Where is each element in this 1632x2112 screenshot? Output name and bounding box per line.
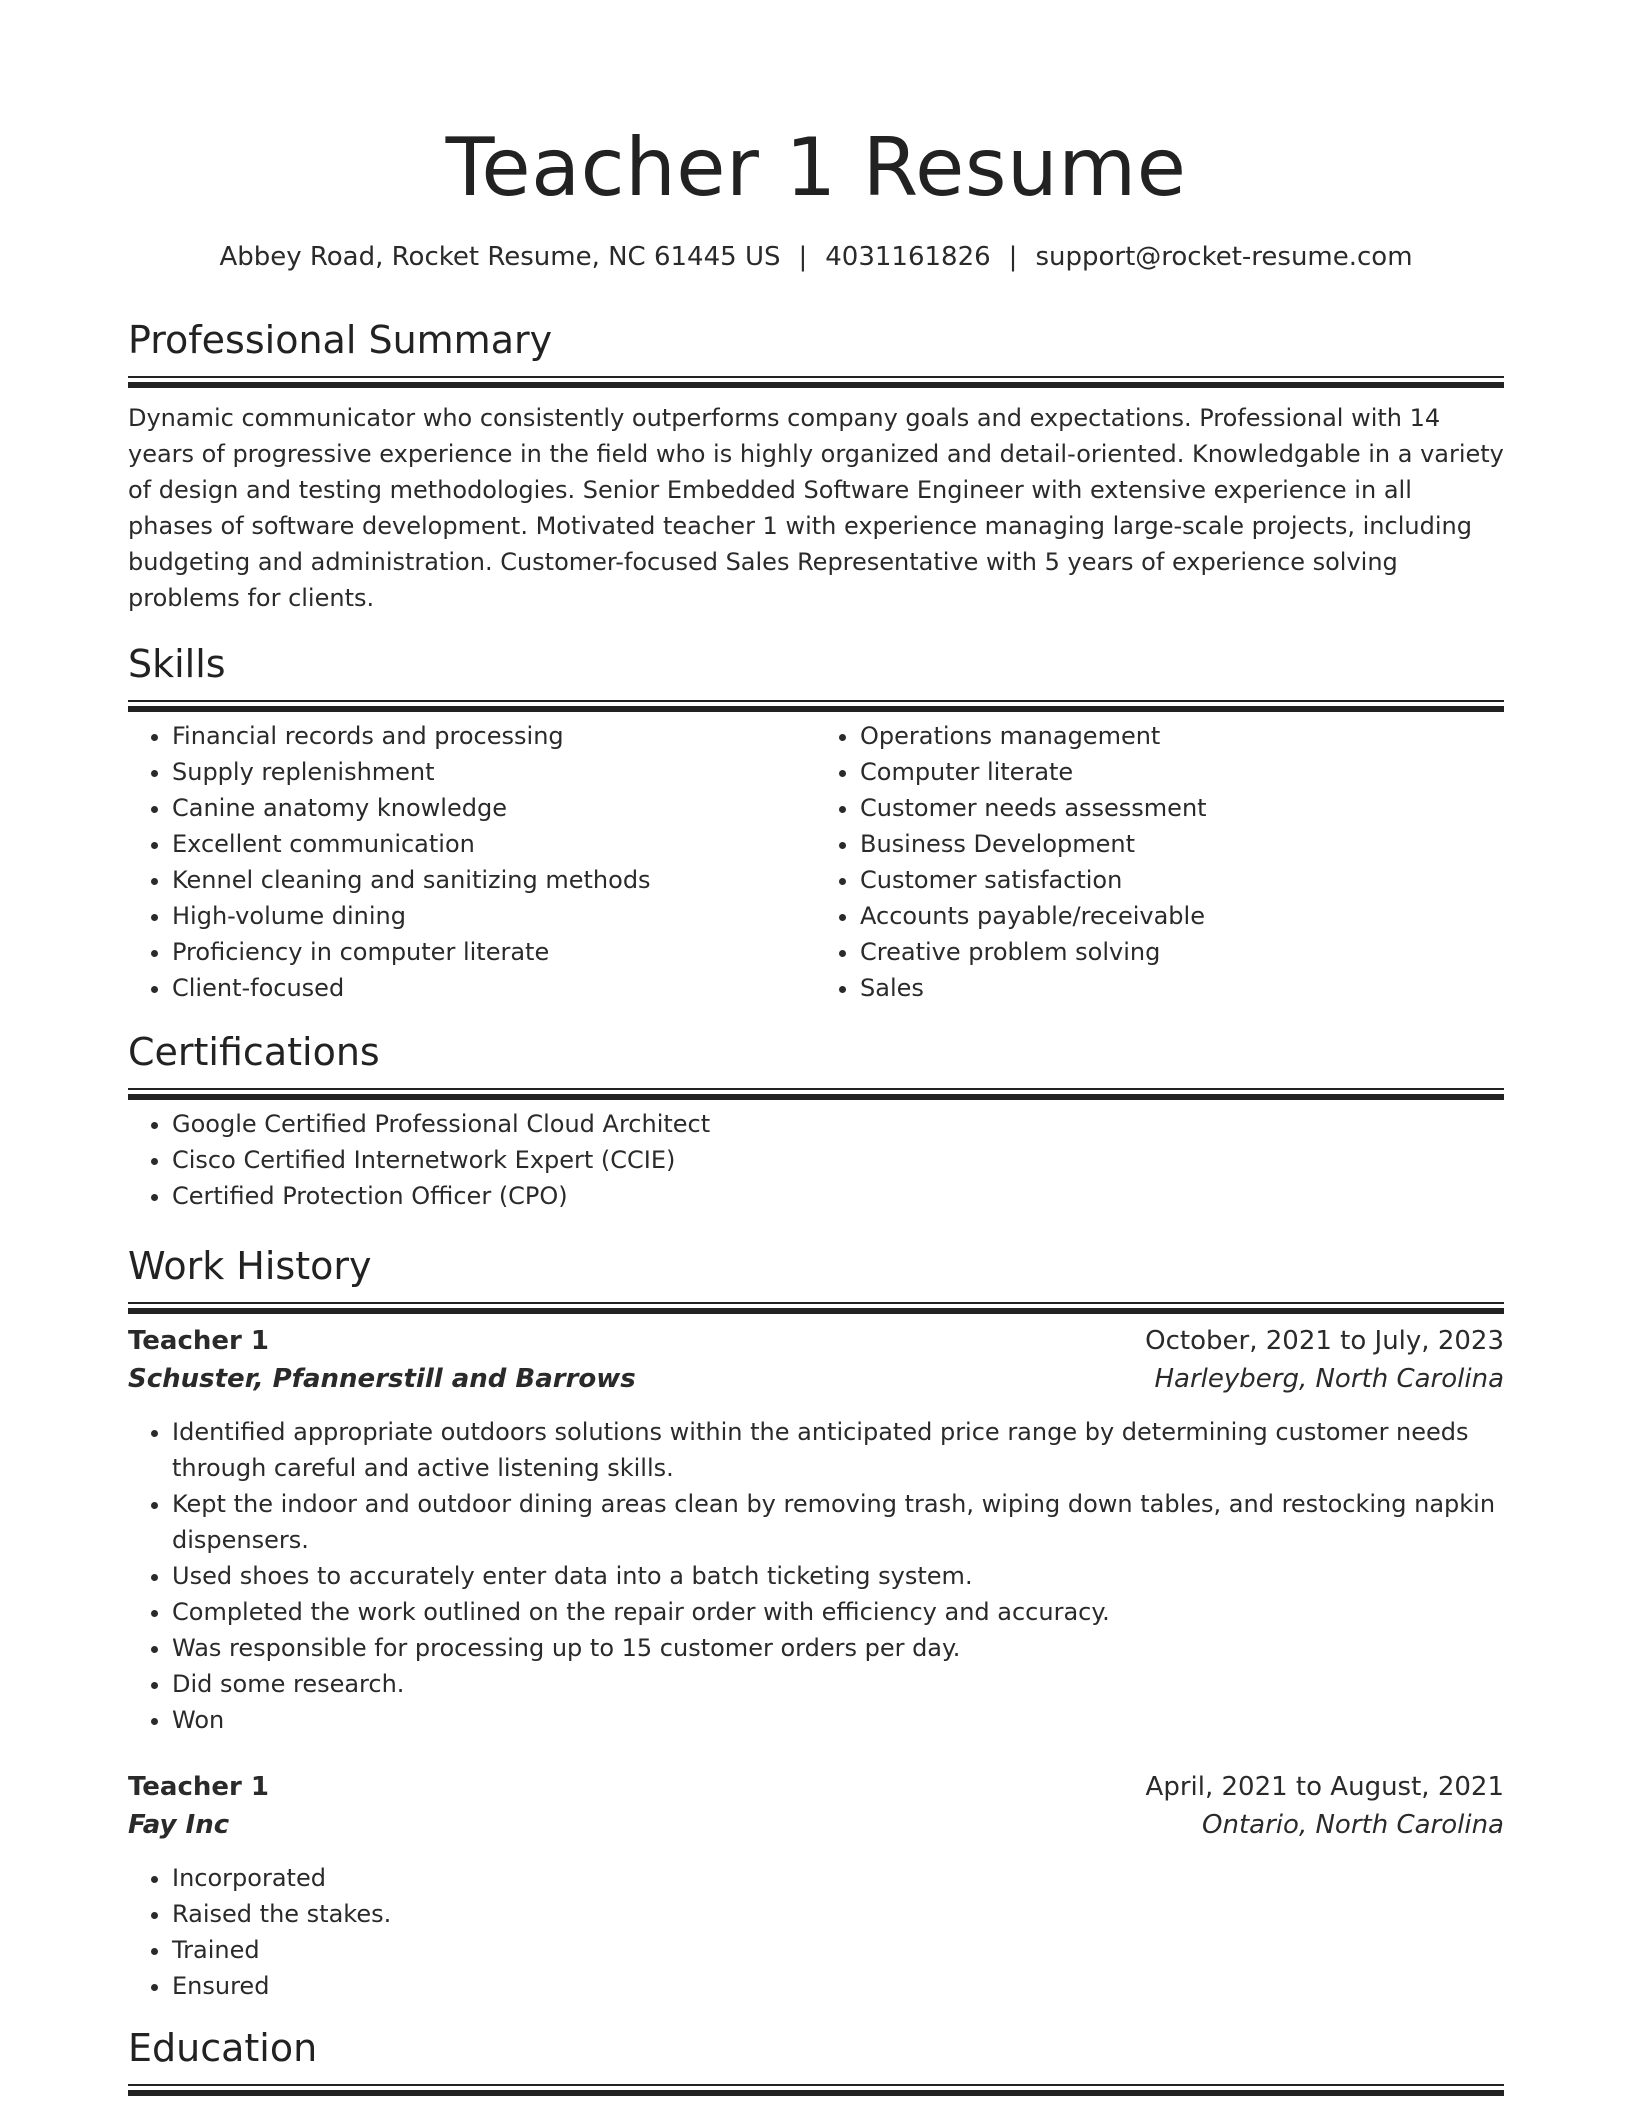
skill-item: • Accounts payable/receivable	[860, 898, 1504, 934]
job-entry	[128, 1322, 1504, 1738]
job-duties-list	[128, 1414, 1504, 1738]
job-duty: • Ensured	[172, 1968, 1504, 2004]
certifications-list	[128, 1106, 1504, 1214]
summary-text: Dynamic communicator who consistently outperforms company goals and expectations. Professional with 14 years of progressive experience in the field who is highly organized and detail-oriented. Knowledgable in a variety of design and testing methodologies. Senior Embedded Software Engineer with extensive experience in all phases of software development. Motivated teacher 1 with experience managing large-scale projects, including budgeting and administration. Customer-focused Sales Representative with 5 years of experience solving problems for clients.	[128, 404, 1504, 612]
job-dates: October, 2021 to July, 2023	[1145, 1326, 1504, 1356]
skills-list-left	[128, 718, 816, 1006]
job-duty: • Identified appropriate outdoors solutions within the anticipated price range by determining customer needs through careful and active listening skills.	[172, 1414, 1504, 1486]
skill-item: • Supply replenishment	[172, 754, 816, 790]
skill-item: • Business Development	[860, 826, 1504, 862]
skills-section	[128, 642, 1504, 1006]
skill-item: • Client-focused	[172, 970, 816, 1006]
certification-item: • Cisco Certified Internetwork Expert (CCIE)	[172, 1142, 1504, 1178]
skill-item: • Customer needs assessment	[860, 790, 1504, 826]
skill-item: • Financial records and processing	[172, 718, 816, 754]
skill-item: • Excellent communication	[172, 826, 816, 862]
job-duties-list	[128, 1860, 1504, 2004]
job-location: Ontario, North Carolina	[1202, 1810, 1504, 1840]
skill-item: • Sales	[860, 970, 1504, 1006]
job-duty: • Trained	[172, 1932, 1504, 1968]
skills-list-right	[816, 718, 1504, 1006]
job-location: Harleyberg, North Carolina	[1154, 1364, 1504, 1394]
summary-section	[128, 318, 1504, 616]
skills-grid	[128, 718, 1504, 1006]
contact-address: Abbey Road, Rocket Resume, NC 61445 US	[219, 242, 781, 272]
contact-line	[128, 240, 1504, 274]
job-duty: • Raised the stakes.	[172, 1896, 1504, 1932]
education-heading: Education	[128, 2026, 318, 2070]
section-divider	[128, 1302, 1504, 1304]
skill-item: • Customer satisfaction	[860, 862, 1504, 898]
job-duty: • Won	[172, 1702, 1504, 1738]
job-entry	[128, 1768, 1504, 2004]
work-history-section	[128, 1244, 1504, 2004]
skill-item: • Kennel cleaning and sanitizing methods	[172, 862, 816, 898]
job-title: Teacher 1	[128, 1772, 269, 1802]
skill-item: • Proficiency in computer literate	[172, 934, 816, 970]
job-title: Teacher 1	[128, 1326, 269, 1356]
skill-item: • Computer literate	[860, 754, 1504, 790]
job-header-row	[128, 1322, 1504, 1360]
section-divider	[128, 1088, 1504, 1090]
job-duty: • Kept the indoor and outdoor dining areas clean by removing trash, wiping down tables, and restocking napkin dispensers.	[172, 1486, 1504, 1558]
certification-item: • Google Certified Professional Cloud Architect	[172, 1106, 1504, 1142]
job-header-row	[128, 1768, 1504, 1806]
job-duty: • Did some research.	[172, 1666, 1504, 1702]
job-duty: • Used shoes to accurately enter data into a batch ticketing system.	[172, 1558, 1504, 1594]
skill-item: • High-volume dining	[172, 898, 816, 934]
job-duty: • Completed the work outlined on the repair order with efficiency and accuracy.	[172, 1594, 1504, 1630]
job-duty: • Was responsible for processing up to 15 customer orders per day.	[172, 1630, 1504, 1666]
contact-phone: 4031161826	[825, 242, 991, 272]
work-history-heading: Work History	[128, 1244, 372, 1288]
resume-title: Teacher 1 Resume	[445, 121, 1187, 214]
certifications-section	[128, 1030, 1504, 1214]
education-section	[128, 2026, 1504, 2086]
certifications-heading: Certifications	[128, 1030, 380, 1074]
certification-item: • Certified Protection Officer (CPO)	[172, 1178, 1504, 1214]
job-subheader-row	[128, 1806, 1504, 1844]
skills-heading: Skills	[128, 642, 226, 686]
contact-separator: |	[1008, 242, 1018, 272]
skill-item: • Creative problem solving	[860, 934, 1504, 970]
contact-separator: |	[798, 242, 808, 272]
section-divider	[128, 2084, 1504, 2086]
job-dates: April, 2021 to August, 2021	[1145, 1772, 1504, 1802]
job-subheader-row	[128, 1360, 1504, 1398]
skill-item: • Operations management	[860, 718, 1504, 754]
section-divider	[128, 376, 1504, 378]
job-company: Fay Inc	[128, 1810, 230, 1840]
job-duty: • Incorporated	[172, 1860, 1504, 1896]
summary-heading: Professional Summary	[128, 318, 553, 362]
skill-item: • Canine anatomy knowledge	[172, 790, 816, 826]
job-company: Schuster, Pfannerstill and Barrows	[128, 1364, 636, 1394]
section-divider	[128, 700, 1504, 702]
contact-email: support@rocket-resume.com	[1035, 242, 1413, 272]
